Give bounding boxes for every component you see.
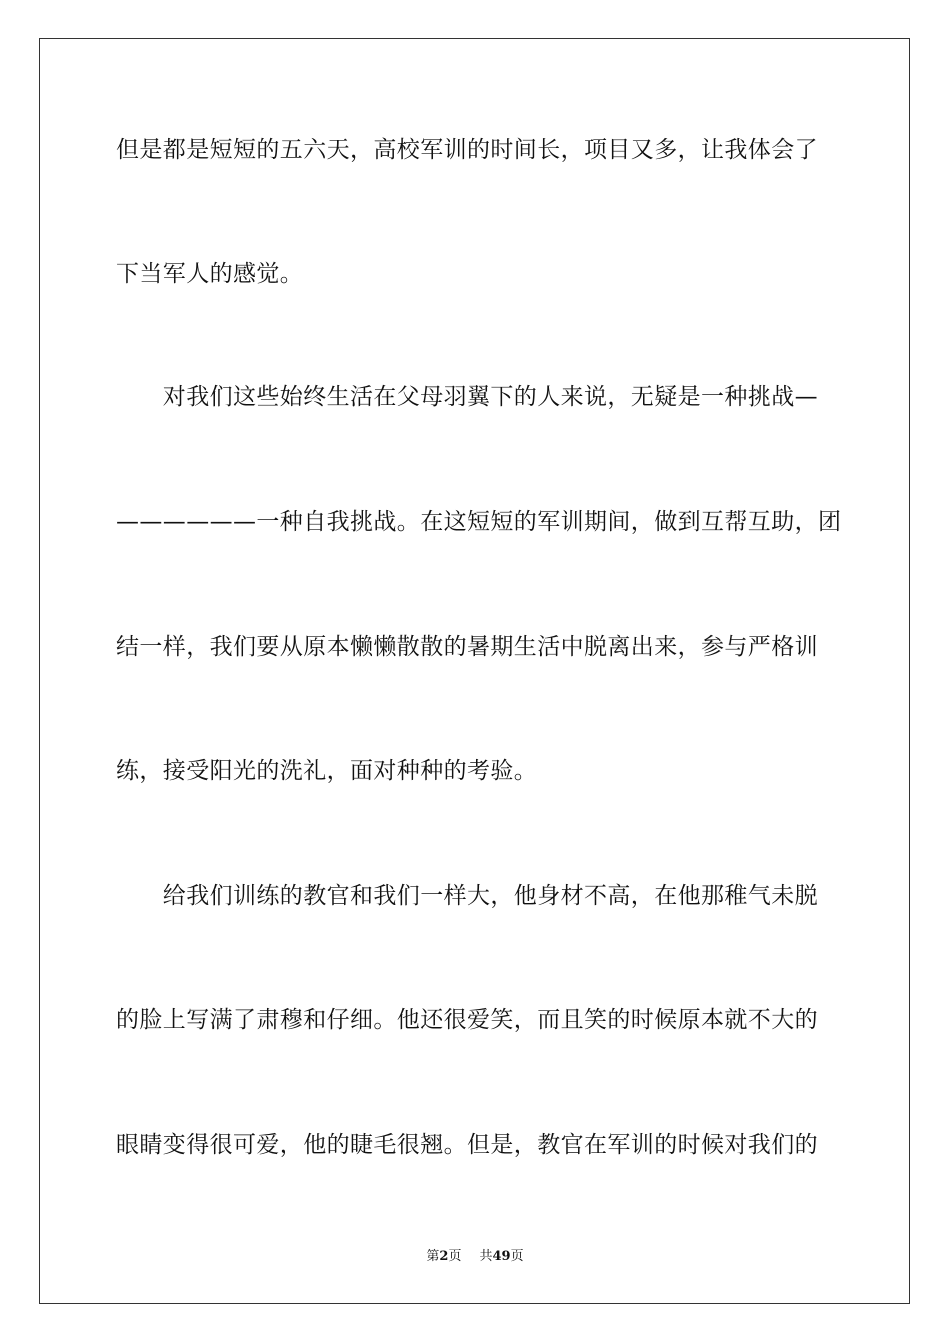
body-text-line-1: 但是都是短短的五六天，高校军训的时间长，项目又多，让我体会了	[116, 137, 818, 163]
body-text-line-8: 的脸上写满了肃穆和仔细。他还很爱笑，而且笑的时候原本就不大的	[116, 1007, 818, 1033]
page-frame	[39, 38, 910, 1304]
page-suffix: 页	[448, 1249, 462, 1264]
total-pages: 49	[492, 1249, 511, 1264]
total-suffix: 页	[510, 1249, 524, 1264]
body-text-line-9: 眼睛变得很可爱，他的睫毛很翘。但是，教官在军训的时候对我们的	[116, 1132, 818, 1158]
body-text-line-4: ——————一种自我挑战。在这短短的军训期间，做到互帮互助，团	[116, 509, 842, 535]
body-text-line-7: 给我们训练的教官和我们一样大，他身材不高，在他那稚气未脱	[116, 883, 818, 909]
body-text-line-5: 结一样，我们要从原本懒懒散散的暑期生活中脱离出来，参与严格训	[116, 634, 818, 660]
page-footer	[0, 1248, 950, 1266]
body-text-line-2: 下当军人的感觉。	[116, 261, 304, 287]
total-prefix: 共	[479, 1249, 493, 1264]
page-prefix: 第	[426, 1249, 440, 1264]
page-number: 2	[439, 1249, 449, 1264]
body-text-line-3: 对我们这些始终生活在父母羽翼下的人来说，无疑是一种挑战—	[116, 384, 818, 410]
body-text-line-6: 练，接受阳光的洗礼，面对种种的考验。	[116, 758, 538, 784]
